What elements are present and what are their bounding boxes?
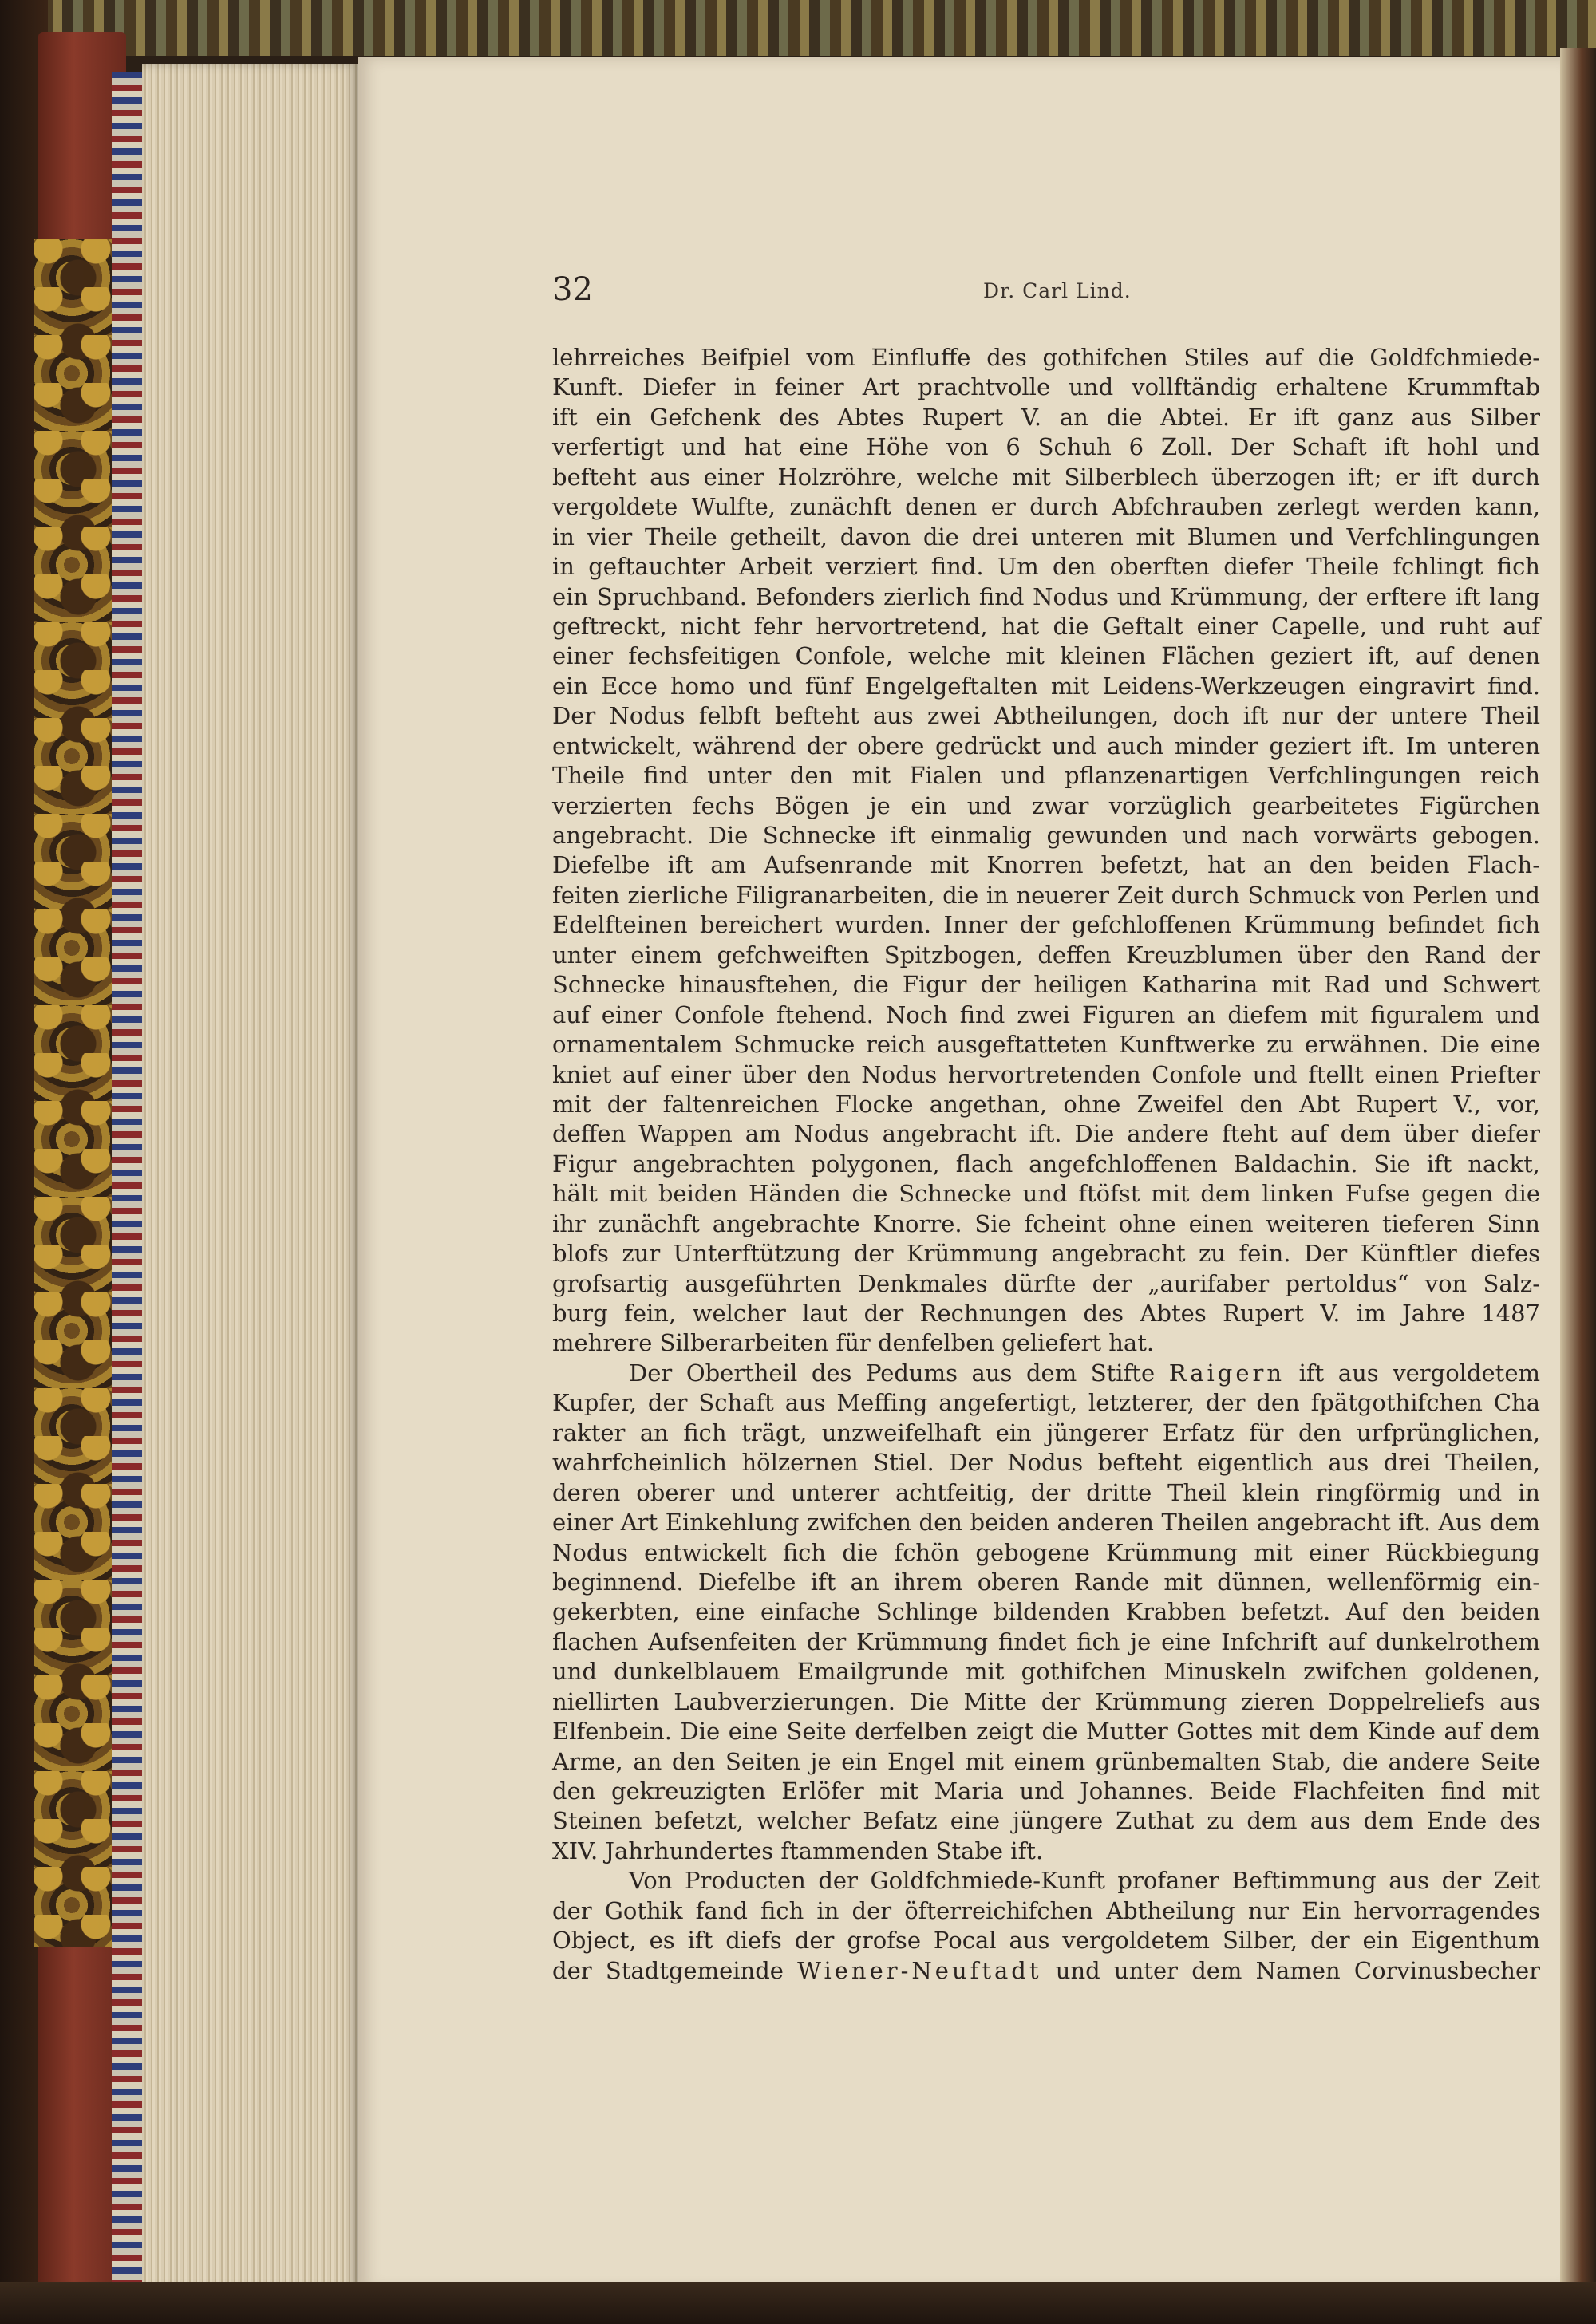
text-line-wiener-neustadt <box>552 1956 1540 1986</box>
text-line: mit der faltenreichen Flocke angethan, ohne Zweifel den Abt Rupert V., vor, <box>552 1090 1540 1118</box>
text-line: Diefelbe ift am Aufsenrande mit Knorren befetzt, hat an den beiden Flach- <box>552 851 1540 879</box>
text-line: verfertigt und hat eine Höhe von 6 Schuh 6 Zoll. Der Schaft ift hohl und <box>552 433 1540 461</box>
text-line: angebracht. Die Schnecke ift einmalig gewunden und nach vorwärts gebogen. <box>552 822 1540 849</box>
text-line-producten: Von Producten der Goldfchmiede-Kunft profaner Beftimmung aus der Zeit <box>629 1867 1540 1895</box>
marbled-endpaper <box>34 239 121 1947</box>
text-fragment: ift aus vergoldetem <box>1285 1359 1540 1387</box>
text-line: einer fechsfeitigen Confole, welche mit kleinen Flächen geziert ift, auf denen <box>552 642 1540 670</box>
text-line: Theile find unter den mit Fialen und pflanzenartigen Verfchlingungen reich <box>552 762 1540 790</box>
text-line: in vier Theile getheilt, davon die drei unteren mit Blumen und Verfchlingungen <box>552 523 1540 550</box>
page-text-block <box>552 271 1540 1986</box>
text-line: Edelfteinen bereichert wurden. Inner der gefchloffenen Krümmung befindet fich <box>552 911 1540 939</box>
running-head <box>552 271 1540 343</box>
body-text <box>552 343 1540 1986</box>
text-line: den gekreuzigten Erlöfer mit Maria und Johannes. Beide Flachfeiten find mit <box>552 1778 1540 1805</box>
text-line: ift ein Gefchenk des Abtes Rupert V. an die Abtei. Er ift ganz aus Silber <box>552 403 1540 431</box>
text-line: und dunkelblauem Emailgrunde mit gothifchen Minuskeln zwifchen goldenen, <box>552 1658 1540 1686</box>
text-line: flachen Aufsenfeiten der Krümmung findet fich je eine Infchrift auf dunkelrothem <box>552 1628 1540 1655</box>
page-right-edge <box>1560 48 1596 2298</box>
text-line-raigern <box>552 1359 1540 1388</box>
text-fragment: der Stadtgemeinde <box>552 1956 798 1984</box>
text-line: lehrreiches Beifpiel vom Einfluffe des gothifchen Stiles auf die Goldfchmiede- <box>552 344 1540 371</box>
text-line: Kunft. Diefer in feiner Art prachtvolle und vollftändig erhaltene Krummftab <box>552 373 1540 401</box>
stacked-page-edges <box>142 64 359 2290</box>
text-line: grofsartig ausgeführten Denkmales dürfte der „aurifaber pertoldus“ von Salz- <box>552 1269 1540 1297</box>
book-cover-top <box>0 0 1596 56</box>
text-line: ihr zunächft angebrachte Knorre. Sie fcheint ohne einen weiteren tieferen Sinn <box>552 1209 1540 1237</box>
text-line: ein Ecce homo und fünf Engelgeftalten mit Leidens-Werkzeugen eingravirt find. <box>552 672 1540 700</box>
place-name-wiener-neustadt: Wiener-Neuftadt <box>797 1956 1042 1984</box>
text-line: mehrere Silberarbeiten für denfelben geliefert hat. <box>552 1329 1155 1357</box>
text-line: ornamentalem Schmucke reich ausgeftatteten Kunftwerke zu erwähnen. Die eine <box>552 1031 1540 1059</box>
text-line: kniet auf einer über den Nodus hervortretenden Confole und ftellt einen Priefter <box>552 1060 1540 1088</box>
text-line: in geftauchter Arbeit verziert find. Um den oberften diefer Theile fchlingt fich <box>552 553 1540 581</box>
text-line: einer Art Einkehlung zwifchen den beiden anderen Theilen angebracht ift. Aus dem <box>552 1509 1540 1537</box>
book-cover-bottom <box>0 2282 1596 2324</box>
text-line: beginnend. Diefelbe ift an ihrem oberen Rande mit dünnen, wellenförmig ein- <box>552 1568 1540 1596</box>
text-line: gekerbten, eine einfache Schlinge bildenden Krabben befetzt. Auf den beiden <box>552 1598 1540 1626</box>
text-line: entwickelt, während der obere gedrückt und auch minder geziert ift. Im unteren <box>552 732 1540 760</box>
text-line: wahrfcheinlich hölzernen Stiel. Der Nodus befteht eigentlich aus drei Theilen, <box>552 1449 1540 1477</box>
text-line: Schnecke hinausftehen, die Figur der heiligen Katharina mit Rad und Schwert <box>552 971 1540 999</box>
text-line: Figur angebrachten polygonen, flach angefchloffenen Baldachin. Sie ift nackt, <box>552 1150 1540 1178</box>
text-line: Nodus entwickelt fich die fchön gebogene Krümmung mit einer Rückbiegung <box>552 1538 1540 1566</box>
text-line: verzierten fechs Bögen je ein und zwar vorzüglich gearbeitetes Figürchen <box>552 791 1540 819</box>
text-line: burg fein, welcher laut der Rechnungen des Abtes Rupert V. im Jahre 1487 <box>552 1300 1540 1327</box>
text-line: hält mit beiden Händen die Schnecke und ftöfst mit dem linken Fufse gegen die <box>552 1180 1540 1208</box>
text-line: Arme, an den Seiten je ein Engel mit einem grünbemalten Stab, die andere Seite <box>552 1747 1540 1775</box>
text-line: Der Nodus felbft befteht aus zwei Abtheilungen, doch ift nur der untere Theil <box>552 702 1540 730</box>
text-line: Kupfer, der Schaft aus Meffing angefertigt, letzterer, der den fpätgothifchen Cha <box>552 1389 1540 1417</box>
text-line: blofs zur Unterftützung der Krümmung angebracht zu fein. Der Künftler diefes <box>552 1240 1540 1268</box>
text-line: geftreckt, nicht fehr hervortretend, hat die Geftalt einer Capelle, und ruht auf <box>552 612 1540 640</box>
place-name-raigern: Raigern <box>1168 1359 1286 1387</box>
text-line: deren oberer und unterer achtfeitig, der dritte Theil klein ringförmig und in <box>552 1478 1540 1506</box>
page-number: 32 <box>552 271 593 308</box>
text-fragment: und unter dem Namen Corvinusbecher <box>1041 1956 1540 1984</box>
marbled-page-edge <box>112 72 144 2282</box>
text-line: Object, es ift diefs der grofse Pocal aus vergoldetem Silber, der ein Eigenthum <box>552 1927 1540 1955</box>
text-line: befteht aus einer Holzröhre, welche mit Silberblech überzogen ift; er ift durch <box>552 463 1540 491</box>
text-line: Elfenbein. Die eine Seite derfelben zeigt die Mutter Gottes mit dem Kinde auf dem <box>552 1718 1540 1746</box>
text-line: auf einer Confole ftehend. Noch find zwei Figuren an diefem mit figuralem und <box>552 1000 1540 1028</box>
text-line: niellirten Laubverzierungen. Die Mitte der Krümmung zieren Doppelreliefs aus <box>552 1687 1540 1715</box>
text-line: feiten zierliche Filigranarbeiten, die in neuerer Zeit durch Schmuck von Perlen und <box>552 881 1540 909</box>
text-fragment: Der Obertheil des Pedums aus dem Stifte <box>629 1359 1169 1387</box>
text-line: unter einem gefchweiften Spitzbogen, deffen Kreuzblumen über den Rand der <box>552 941 1540 969</box>
running-head-author: Dr. Carl Lind. <box>983 279 1132 302</box>
text-line: der Gothik fand fich in der öfterreichifchen Abtheilung nur Ein hervorragendes <box>552 1896 1540 1924</box>
text-line: ein Spruchband. Befonders zierlich find Nodus und Krümmung, der erftere ift lang <box>552 582 1540 610</box>
text-line: vergoldete Wulfte, zunächft denen er durch Abfchrauben zerlegt werden kann, <box>552 493 1540 521</box>
text-line: deffen Wappen am Nodus angebracht ift. Die andere fteht auf dem über diefer <box>552 1120 1540 1148</box>
text-line: rakter an fich trägt, unzweifelhaft ein jüngerer Erfatz für den urfprünglichen, <box>552 1418 1540 1446</box>
text-line: XIV. Jahrhundertes ftammenden Stabe ift. <box>552 1837 1044 1864</box>
text-line: Steinen befetzt, welcher Befatz eine jüngere Zuthat zu dem aus dem Ende des <box>552 1807 1540 1835</box>
